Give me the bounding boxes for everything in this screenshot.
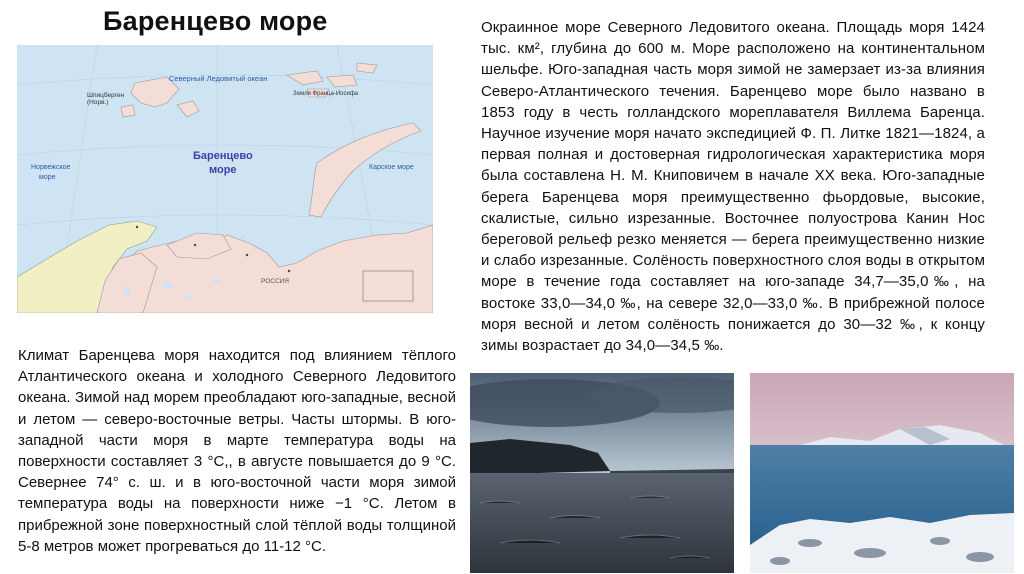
label-norwegian-sea-2: море xyxy=(39,174,56,181)
label-kara-sea: Карское море xyxy=(369,164,414,171)
description-text: Окраинное море Северного Ледовитого океана. Площадь моря 1424 тыс. км², глубина до 600 м. Море расположено на континентальном шельфе. Юго-западная часть моря зимой не замерзает из-за влияния Северо-Атлантического течения. Баренцево море было названо в 1853 году в честь голландского мореплавателя Виллема Баренца. Научное изучение моря начато экспедицией Ф. П. Литке 1821—1824, а первая полная и достоверная гидрологическая характеристика моря была составлена Н. М. Книповичем в начале XX века. Юго-западные берега Баренцева моря преимущественно фьордовые, высокие, скалистые, сильно изрезанные. Восточнее полуострова Канин Нос береговой рельеф резко меняется — берега преимущественно низкие и слабо изрезанные. Солёность поверхностного слоя воды в открытом море в течение года составляет на юго-западе 34,7—35,0‰, на востоке 33,0—34,0 ‰, на севере 32,0—33,0 ‰. В прибрежной полосе моря весной и летом солёность понижается до 30—32 ‰, к концу зимы возрастает до 34,0—34,5 ‰. xyxy=(481,19,985,355)
page-title: Баренцево море xyxy=(103,6,328,36)
label-barents-sea-2: море xyxy=(209,164,237,176)
snowy-coast-photo xyxy=(750,373,1014,573)
barents-sea-map xyxy=(17,45,433,313)
label-svalbard: Шпицберген (Норв.) xyxy=(87,92,125,107)
map-graphic xyxy=(17,45,433,313)
label-russia: РОССИЯ xyxy=(261,278,290,285)
label-norwegian-sea-1: Норвежское xyxy=(31,164,71,171)
stormy-sea-cliff-photo xyxy=(470,373,734,573)
label-franz-josef: Земля Франца-Иосифа xyxy=(293,91,359,97)
climate-text: Климат Баренцева моря находится под влиянием тёплого Атлантического океана и холодного Северного Ледовитого океана. Зимой над морем преобладают юго-западные, весной и летом — северо-восточные ветры. Часты штормы. В юго-западной части моря в марте температура воды на поверхности составляет 3 °С,, в августе повышается до 9 °С. Севернее 74° с. ш. и в юго-восточной части моря зимой температура воды на поверхности ниже −1 °С. Летом в прибрежной зоне поверхностный слой тёплой воды толщиной 5-8 метров может прогреваться до 11-12 °С. xyxy=(18,347,456,555)
label-barents-sea-1: Баренцево xyxy=(193,150,253,162)
label-arctic-ocean: Северный Ледовитый океан xyxy=(169,74,268,83)
